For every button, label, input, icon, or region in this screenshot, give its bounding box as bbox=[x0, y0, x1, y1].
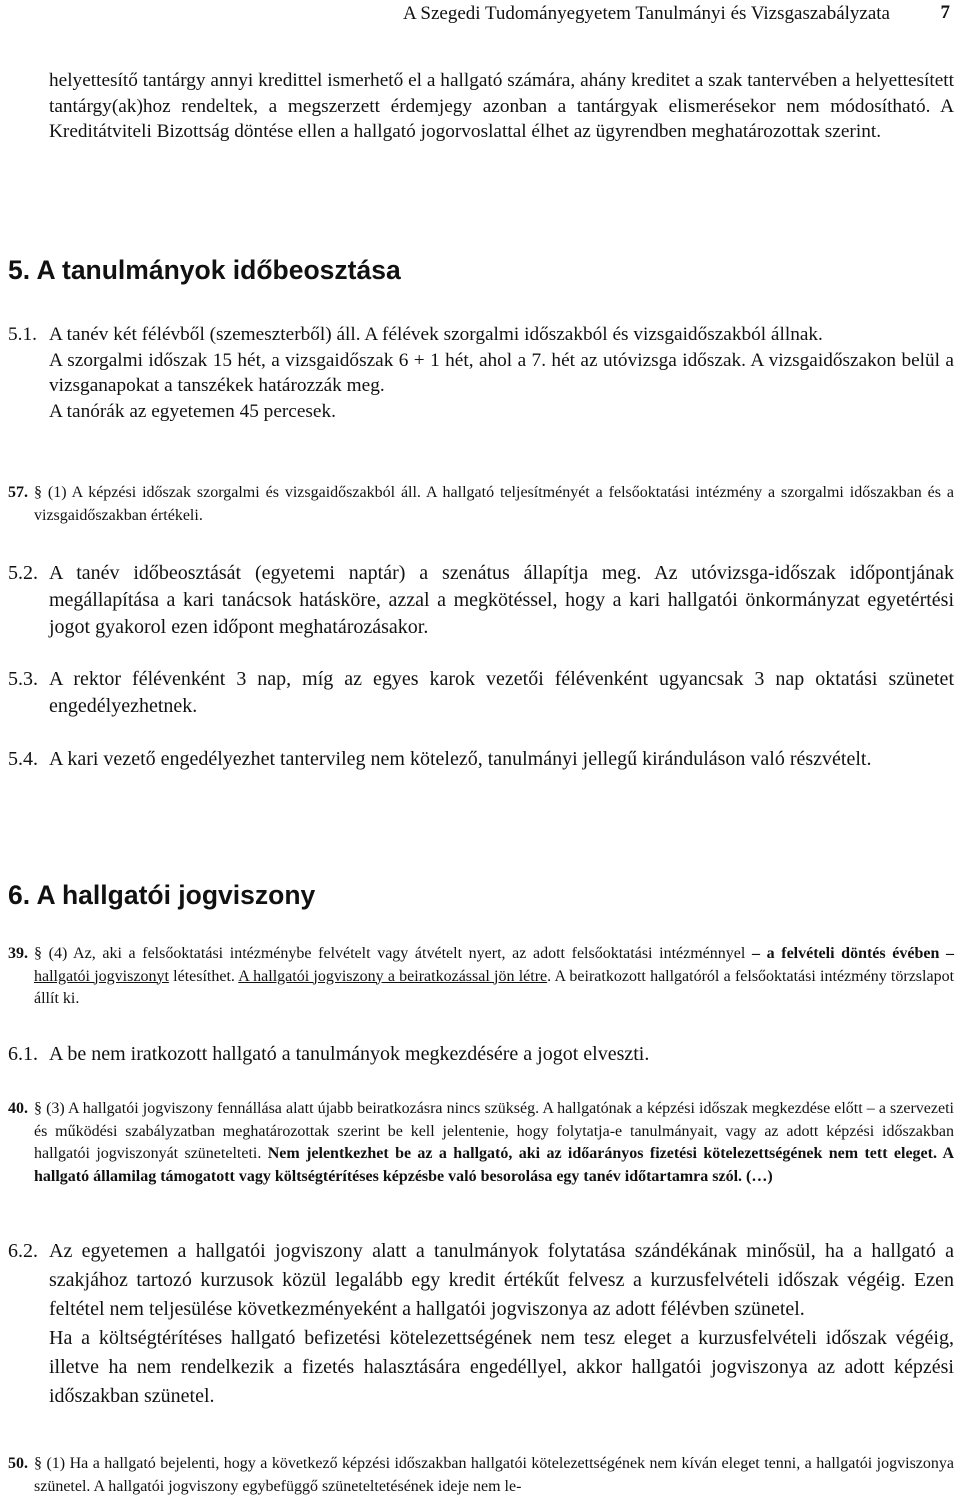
paragraph-5-1-line2: A szorgalmi időszak 15 hét, a vizsgaidőszak 6 + 1 hét, ahol a 7. hét az utóvizsga időszak. A vizsgaidőszakon belül a vizsganapokat a tanszékek határozzák meg. bbox=[49, 349, 954, 396]
law-40-text bbox=[34, 1098, 954, 1188]
paragraph-6-2-text1: Az egyetemen a hallgatói jogviszony alatt a tanulmányok folytatása szándékának minősül, ha a hallgató a szakjához tartozó kurzusok közül legalább egy kredit értékűt felvesz a kurzusfelvételi időszak végéig. Ezen feltétel nem teljesülése következményeként a hallgatói jogviszonya az adott félévben szünetel. bbox=[49, 1240, 954, 1320]
law-40-quote bbox=[8, 1098, 954, 1188]
running-title: A Szegedi Tudományegyetem Tanulmányi és Vizsgaszabályzata bbox=[402, 3, 890, 24]
paragraph-5-4 bbox=[8, 746, 954, 773]
law-39-bold: – a felvételi döntés évében – bbox=[751, 945, 955, 962]
paragraph-6-1 bbox=[8, 1041, 954, 1068]
paragraph-number: 5.3. bbox=[8, 668, 38, 690]
law-57-quote bbox=[8, 482, 954, 527]
paragraph-6-1-text: A be nem iratkozott hallgató a tanulmányok megkezdésére a jogot elveszti. bbox=[49, 1043, 650, 1065]
paragraph-number: 5.1. bbox=[8, 324, 37, 345]
paragraph-number: 6.2. bbox=[8, 1240, 38, 1262]
page-header bbox=[0, 0, 960, 30]
law-40-bold: Nem jelentkezhet be az a hallgató, aki az időarányos fizetési kötelezettségének nem tett eleget. A hallgató államilag támogatott vagy költségtérítéses képzésbe való besorolása egy tanév időtartamra szól. (…) bbox=[34, 1145, 955, 1185]
law-39-underline2: A hallgatói jogviszony a beiratkozással jön létre bbox=[238, 967, 548, 985]
law-50-quote bbox=[8, 1453, 954, 1498]
section-5-heading: 5. A tanulmányok időbeosztása bbox=[8, 255, 401, 285]
paragraph-number: 6.1. bbox=[8, 1043, 38, 1065]
law-39-part1: § (4) Az, aki a felsőoktatási intézménybe felvételt vagy átvételt nyert, az adott felsőoktatási intézménnyel bbox=[34, 945, 746, 962]
paragraph-5-1-line1: A tanév két félévből (szemeszterből) áll. A félévek szorgalmi időszakból és vizsgaidőszakból állnak. bbox=[49, 324, 823, 345]
page-number: 7 bbox=[940, 2, 950, 23]
law-57-text: § (1) A képzési időszak szorgalmi és vizsgaidőszakból áll. A hallgató teljesítményét a felsőoktatási intézmény a szorgalmi időszakban és a vizsgaidőszakban értékeli. bbox=[34, 484, 954, 524]
paragraph-6-2 bbox=[8, 1237, 954, 1411]
law-number: 57. bbox=[8, 484, 28, 501]
paragraph-5-1 bbox=[8, 322, 954, 424]
law-39-part3: . A beiratkozott hallgatóról a felsőoktatási intézmény törzslapot állít ki. bbox=[34, 967, 955, 1007]
law-50-text: § (1) Ha a hallgató bejelenti, hogy a következő képzési időszakban hallgatói kötelezettségének nem kíván eleget tenni, a hallgatói jogviszonya szünetel. A hallgatói jogviszony egybefüggő szüneteltetésének ideje nem le- bbox=[34, 1455, 954, 1495]
paragraph-5-2 bbox=[8, 560, 954, 641]
law-39-underline1: hallgatói jogviszonyt bbox=[34, 967, 169, 985]
law-40-part1: § (3) A hallgatói jogviszony fennállása alatt újabb beiratkozásra nincs szükség. A hallgatónak a képzési időszak megkezdése előtt – a szervezeti és működési szabályzatban meghatározottak szerint be kell jelentenie, hogy folytatja-e tanulmányait, vagy az adott képzési időszakban hallgatói jogviszonyát szünetelteti. bbox=[34, 1100, 954, 1162]
paragraph-5-2-text: A tanév időbeosztását (egyetemi naptár) a szenátus állapítja meg. Az utóvizsga-időszak időpontjának megállapítása a kari tanácsok hatásköre, azzal a megkötéssel, hogy a kari hallgatói önkormányzat egyetértési jogot gyakorol ezen időpont meghatározásakor. bbox=[49, 562, 954, 638]
paragraph-5-1-line3: A tanórák az egyetemen 45 percesek. bbox=[49, 400, 336, 422]
law-number: 50. bbox=[8, 1455, 28, 1472]
paragraph-5-3 bbox=[8, 666, 954, 720]
law-39-part2: létesíthet. bbox=[173, 967, 235, 985]
paragraph-number: 5.4. bbox=[8, 748, 38, 770]
paragraph-5-4-text: A kari vezető engedélyezhet tantervileg nem kötelező, tanulmányi jellegű kiránduláson való részvételt. bbox=[49, 748, 872, 770]
law-39-quote bbox=[8, 943, 954, 1011]
paragraph-number: 5.2. bbox=[8, 562, 38, 584]
intro-paragraph: helyettesítő tantárgy annyi kredittel ismerhető el a hallgató számára, ahány kreditet a szak tantervében a helyettesített tantárgy(ak)hoz rendeltek, a megszerzett érdemjegy azonban a tantárgyak elismerésekor nem módosítható. A Kreditátviteli Bizottság döntése ellen a hallgató jogorvoslattal élhet az ügyrendben meghatározottak szerint. bbox=[49, 70, 954, 142]
paragraph-6-2-text2: Ha a költségtérítéses hallgató befizetési kötelezettségének nem tesz eleget a kurzusfelvételi időszak végéig, illetve ha nem rendelkezik a fizetés halasztására engedéllyel, akkor hallgatói jogviszonya az adott képzési időszakban szünetel. bbox=[49, 1327, 954, 1407]
law-39-text bbox=[34, 943, 954, 1011]
law-number: 40. bbox=[8, 1100, 28, 1117]
law-number: 39. bbox=[8, 945, 28, 962]
section-6-heading: 6. A hallgatói jogviszony bbox=[8, 880, 316, 910]
paragraph-5-3-text: A rektor félévenként 3 nap, míg az egyes karok vezetői félévenként ugyancsak 3 nap oktatási szünetet engedélyezhetnek. bbox=[49, 668, 954, 717]
